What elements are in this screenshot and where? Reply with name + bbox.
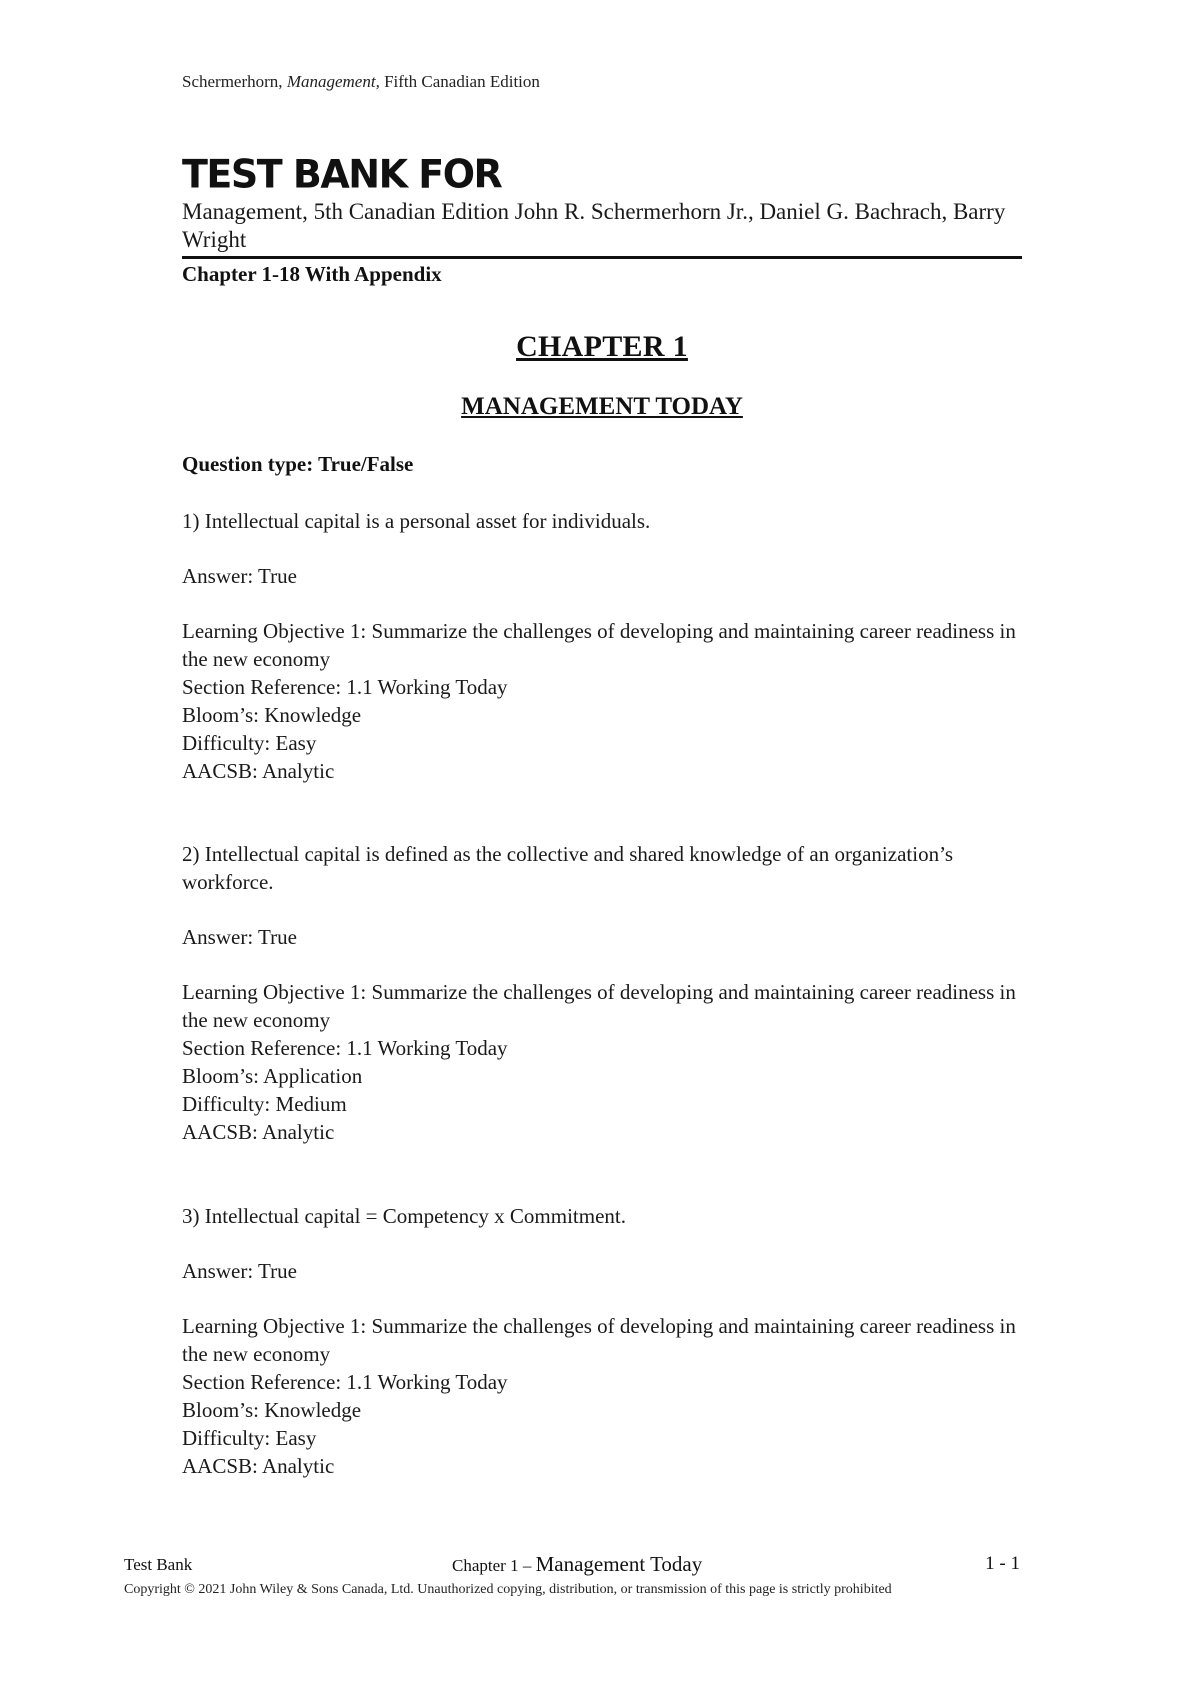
question-type-label: Question type: True/False bbox=[182, 452, 414, 476]
aacsb: AACSB: Analytic bbox=[182, 1454, 335, 1478]
footer-chapter-prefix: Chapter 1 – bbox=[452, 1556, 532, 1575]
difficulty: Difficulty: Easy bbox=[182, 1426, 317, 1450]
learning-objective: Learning Objective 1: Summarize the challenges of developing and maintaining career readiness in the new economy bbox=[182, 980, 1016, 1032]
question-item-1 bbox=[182, 507, 1032, 785]
header-author: Schermerhorn, bbox=[182, 72, 283, 91]
section-reference: Section Reference: 1.1 Working Today bbox=[182, 1370, 508, 1394]
difficulty: Difficulty: Easy bbox=[182, 731, 317, 755]
title-block bbox=[182, 152, 1022, 289]
header-edition: Fifth Canadian Edition bbox=[384, 72, 540, 91]
footer-chapter-title bbox=[452, 1552, 702, 1577]
question-text: 1) Intellectual capital is a personal asset for individuals. bbox=[182, 509, 651, 533]
aacsb: AACSB: Analytic bbox=[182, 1120, 335, 1144]
footer-left-label: Test Bank bbox=[124, 1555, 193, 1574]
learning-objective: Learning Objective 1: Summarize the challenges of developing and maintaining career readiness in the new economy bbox=[182, 619, 1016, 671]
question-item-2 bbox=[182, 840, 1032, 1146]
question-metadata bbox=[182, 978, 1032, 1146]
blooms-level: Bloom’s: Knowledge bbox=[182, 1398, 362, 1422]
page-footer bbox=[124, 1552, 1020, 1580]
answer-line: Answer: True bbox=[182, 925, 297, 949]
difficulty: Difficulty: Medium bbox=[182, 1092, 347, 1116]
chapters-range: Chapter 1-18 With Appendix bbox=[182, 262, 442, 286]
section-reference: Section Reference: 1.1 Working Today bbox=[182, 675, 508, 699]
chapter-heading: CHAPTER 1 bbox=[516, 330, 688, 363]
answer-line: Answer: True bbox=[182, 1259, 297, 1283]
page-number: 1 - 1 bbox=[985, 1553, 1020, 1574]
question-metadata bbox=[182, 617, 1032, 785]
document-title: TEST BANK FOR bbox=[182, 151, 502, 197]
chapter-subheading: MANAGEMENT TODAY bbox=[461, 393, 743, 420]
blooms-level: Bloom’s: Application bbox=[182, 1064, 363, 1088]
learning-objective: Learning Objective 1: Summarize the challenges of developing and maintaining career readiness in the new economy bbox=[182, 1314, 1016, 1366]
aacsb: AACSB: Analytic bbox=[182, 759, 335, 783]
copyright-notice: Copyright © 2021 John Wiley & Sons Canada, Ltd. Unauthorized copying, distribution, or transmission of this page is strictly prohibited bbox=[124, 1582, 892, 1597]
question-text: 2) Intellectual capital is defined as the collective and shared knowledge of an organization’s workforce. bbox=[182, 842, 954, 894]
footer-chapter-name: Management Today bbox=[535, 1552, 703, 1576]
running-header bbox=[182, 72, 540, 92]
question-metadata bbox=[182, 1312, 1032, 1480]
question-item-3 bbox=[182, 1202, 1032, 1480]
section-reference: Section Reference: 1.1 Working Today bbox=[182, 1036, 508, 1060]
answer-line: Answer: True bbox=[182, 564, 297, 588]
document-subtitle: Management, 5th Canadian Edition John R. Schermerhorn Jr., Daniel G. Bachrach, Barry Wright bbox=[182, 199, 1006, 252]
header-book-title: Management, bbox=[286, 72, 380, 91]
blooms-level: Bloom’s: Knowledge bbox=[182, 703, 362, 727]
question-text: 3) Intellectual capital = Competency x Commitment. bbox=[182, 1204, 626, 1228]
